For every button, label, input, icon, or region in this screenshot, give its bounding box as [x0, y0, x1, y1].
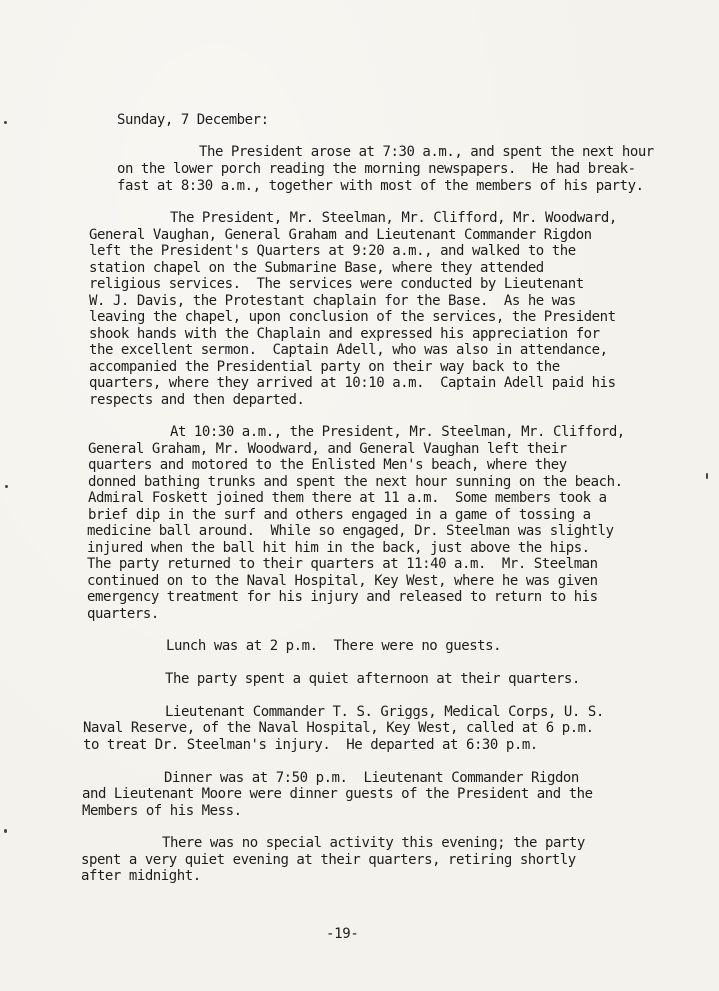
paragraph-3-line-12: quarters. — [87, 606, 159, 622]
date-heading: Sunday, 7 December: — [117, 112, 269, 128]
paragraph-3-line-5: Admiral Foskett joined them there at 11 a.m. Some members took a — [88, 490, 607, 506]
paragraph-8-line-2: spent a very quiet evening at their quarters, retiring shortly — [81, 852, 576, 868]
paragraph-6-line-2: Naval Reserve, of the Naval Hospital, Key West, called at 6 p.m. — [83, 720, 594, 736]
paragraph-2-line-4: station chapel on the Submarine Base, where they attended — [89, 260, 544, 276]
margin-speck — [4, 829, 7, 833]
margin-speck — [4, 121, 7, 124]
paragraph-3-line-4: donned bathing trunks and spent the next hour sunning on the beach. — [88, 474, 623, 490]
paragraph-3-line-7: medicine ball around. While so engaged, Dr. Steelman was slightly — [87, 523, 614, 539]
paragraph-3-line-2: General Graham, Mr. Woodward, and General Vaughan left their — [88, 441, 567, 457]
paragraph-5-line-1: The party spent a quiet afternoon at their quarters. — [165, 671, 580, 687]
margin-speck — [5, 485, 8, 488]
paragraph-3-line-10: continued on to the Naval Hospital, Key West, where he was given — [87, 573, 598, 589]
paragraph-2-line-12: respects and then departed. — [89, 392, 305, 408]
paragraph-2-line-9: the excellent sermon. Captain Adell, who was also in attendance, — [89, 342, 608, 358]
paragraph-3-line-11: emergency treatment for his injury and released to return to his — [87, 589, 598, 605]
paragraph-1-line-2: on the lower porch reading the morning newspapers. He had break- — [117, 161, 636, 177]
paragraph-3-line-3: quarters and motored to the Enlisted Men's beach, where they — [88, 457, 567, 473]
paragraph-1-line-1: The President arose at 7:30 a.m., and spent the next hour — [199, 144, 654, 160]
paragraph-1-line-3: fast at 8:30 a.m., together with most of the members of his party. — [117, 178, 644, 194]
paragraph-7-line-1: Dinner was at 7:50 p.m. Lieutenant Commander Rigdon — [164, 770, 579, 786]
paragraph-6-line-1: Lieutenant Commander T. S. Griggs, Medical Corps, U. S. — [165, 704, 604, 720]
margin-speck — [706, 473, 708, 479]
paragraph-8-line-3: after midnight. — [81, 868, 201, 884]
paragraph-3-line-1: At 10:30 a.m., the President, Mr. Steelman, Mr. Clifford, — [170, 424, 625, 440]
paragraph-6-line-3: to treat Dr. Steelman's injury. He departed at 6:30 p.m. — [83, 737, 538, 753]
paragraph-7-line-3: Members of his Mess. — [82, 803, 242, 819]
paragraph-8-line-1: There was no special activity this evening; the party — [162, 835, 585, 851]
paragraph-3-line-6: brief dip in the surf and others engaged in a game of tossing a — [88, 507, 591, 523]
page-number: -19- — [326, 926, 359, 942]
paragraph-2-line-6: W. J. Davis, the Protestant chaplain for the Base. As he was — [89, 293, 576, 309]
paragraph-2-line-2: General Vaughan, General Graham and Lieutenant Commander Rigdon — [89, 227, 592, 243]
paragraph-3-line-8: injured when the ball hit him in the back, just above the hips. — [87, 540, 590, 556]
paragraph-2-line-5: religious services. The services were conducted by Lieutenant — [89, 276, 584, 292]
paragraph-4-line-1: Lunch was at 2 p.m. There were no guests. — [166, 638, 502, 654]
paragraph-3-line-9: The party returned to their quarters at 11:40 a.m. Mr. Steelman — [87, 556, 598, 572]
paragraph-2-line-3: left the President's Quarters at 9:20 a.m., and walked to the — [89, 243, 576, 259]
paragraph-2-line-1: The President, Mr. Steelman, Mr. Clifford, Mr. Woodward, — [170, 210, 617, 226]
paragraph-2-line-10: accompanied the Presidential party on their way back to the — [89, 359, 560, 375]
paragraph-7-line-2: and Lieutenant Moore were dinner guests of the President and the — [82, 786, 593, 802]
paragraph-2-line-8: shook hands with the Chaplain and expressed his appreciation for — [89, 326, 600, 342]
paragraph-2-line-7: leaving the chapel, upon conclusion of the services, the President — [89, 309, 616, 325]
paragraph-2-line-11: quarters, where they arrived at 10:10 a.m. Captain Adell paid his — [89, 375, 616, 391]
